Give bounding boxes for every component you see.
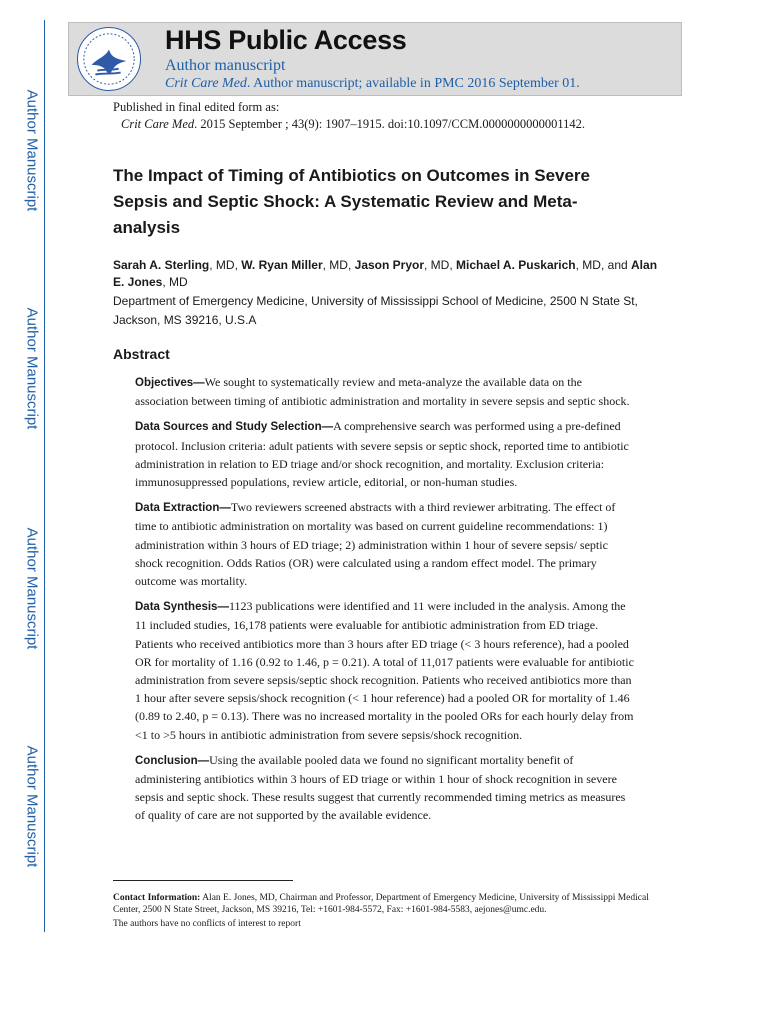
side-label-author-manuscript [22, 60, 42, 240]
abstract-heading: Abstract [113, 346, 170, 362]
section-label: Data Sources and Study Selection— [135, 421, 334, 434]
author-degree: , MD [162, 275, 188, 289]
author-separator: , [234, 258, 242, 272]
side-label-author-manuscript [22, 498, 42, 678]
publication-citation [121, 117, 585, 132]
author-name: Alan E. Jones [113, 258, 658, 289]
section-text: We sought to systematically review and meta-analyze the available data on the association between timing of antibiotic administration and mortality in severe sepsis and septic shock. [135, 375, 630, 409]
abstract-data-sources [135, 417, 635, 491]
hhs-public-access-title: HHS Public Access [165, 25, 407, 55]
journal-name: Crit Care Med [165, 76, 247, 91]
side-rule [44, 20, 45, 932]
abstract-objectives [135, 373, 635, 410]
published-label: Published in final edited form as: [113, 100, 280, 114]
author-name: Sarah A. Sterling [113, 258, 210, 272]
author-degree: , MD [575, 258, 601, 272]
abstract-conclusion [135, 751, 635, 825]
hhs-header-banner [68, 22, 682, 96]
side-label-text: Author Manuscript [23, 307, 41, 429]
author-name: Jason Pryor [354, 258, 425, 272]
author-separator: , [347, 258, 355, 272]
abstract-body [135, 373, 635, 832]
conflicts-statement: The authors have no conflicts of interest to report [113, 919, 301, 929]
contact-label: Contact Information: [113, 893, 201, 903]
author-affiliation: Department of Emergency Medicine, University of Mississippi School of Medicine, 2500 N State St, Jackson, MS 39216, U.S.A [113, 294, 638, 327]
side-label-author-manuscript [22, 278, 42, 458]
section-text: Two reviewers screened abstracts with a third reviewer arbitrating. The effect of time to antibiotic administration on mortality was based on current guideline recommendations: 1) administration within 3 hours of ED triage; 2) administration within 1 hour of severe sepsis/ septic shock recognition. Odds Ratios (OR) were calculated using a random effect model. The primary outcome was mortality. [135, 500, 616, 589]
section-text: Using the available pooled data we found no significant mortality benefit of administering antibiotics within 3 hours of ED triage or within 1 hour of shock recognition in severe sepsis and septic shock. These results suggest that currently recommended timing metrics as measures of quality of care are not supported by the available evidence. [135, 752, 626, 823]
citation-details: . 2015 September ; 43(9): 1907–1915. doi:10.1097/CCM.0000000000001142. [194, 117, 586, 131]
abstract-data-extraction [135, 498, 635, 590]
author-name: W. Ryan Miller [241, 258, 323, 272]
author-list [113, 257, 658, 291]
hhs-eagle-seal-icon [77, 27, 141, 91]
availability-text: . Author manuscript; available in PMC 2016 September 01. [246, 76, 580, 91]
author-separator: , and [600, 258, 632, 272]
section-label: Objectives— [135, 377, 205, 389]
side-label-text: Author Manuscript [23, 527, 41, 649]
contact-text: Alan E. Jones, MD, Chairman and Professor, Department of Emergency Medicine, University of Mississippi Medical Center, 2500 N State Street, Jackson, MS 39216, Tel: +1601-984-5572, Fax: +1601-984-5583, aejones@umc.edu. [113, 893, 649, 915]
section-label: Data Synthesis— [135, 601, 229, 614]
section-label: Conclusion— [135, 754, 210, 767]
section-text: 1123 publications were identified and 11 were included in the analysis. Among the 11 included studies, 16,178 patients were evaluable for antibiotic administration from ED triage. Patients who received antibiotics more than 3 hours after ED triage (< 3 hours reference), had a pooled OR for mortality of 1.16 (0.92 to 1.46, p = 0.21). A total of 11,017 patients were evaluable for antibiotic administration from severe sepsis/septic shock recognition. Patients who received antibiotics more than 1 hour after severe sepsis/shock recognition (< 1 hour reference) had a pooled OR for mortality of 1.46 (0.89 to 2.40, p = 0.13). There was no increased mortality in the pooled ORs for each hourly delay from <1 to >5 hours in antibiotic administration from severe sepsis/shock recognition. [135, 599, 634, 742]
author-degree: , MD [209, 258, 235, 272]
author-degree: , MD [424, 258, 450, 272]
author-degree: , MD [322, 258, 348, 272]
side-label-text: Author Manuscript [23, 745, 41, 867]
author-manuscript-label: Author manuscript [165, 57, 286, 74]
section-label: Data Extraction— [135, 502, 231, 515]
footnote-divider [113, 880, 293, 881]
side-label-text: Author Manuscript [23, 89, 41, 211]
contact-information [113, 892, 658, 916]
paper-title: The Impact of Timing of Antibiotics on Outcomes in Severe Sepsis and Septic Shock: A Systematic Review and Meta-analysis [113, 166, 591, 237]
side-label-author-manuscript [22, 716, 42, 896]
abstract-data-synthesis [135, 597, 635, 744]
author-name: Michael A. Puskarich [456, 258, 576, 272]
journal-name: Crit Care Med [121, 117, 195, 131]
pmc-availability-line [165, 76, 580, 92]
author-separator: , [449, 258, 457, 272]
section-text: A comprehensive search was performed using a pre-defined protocol. Inclusion criteria: adult patients with severe sepsis or septic shock, reported time to antibiotic administration in relation to ED triage and/or shock recognition, and mortality. Exclusion criteria: immunosuppressed populations, review article, editorial, or non-human studies. [135, 419, 629, 490]
